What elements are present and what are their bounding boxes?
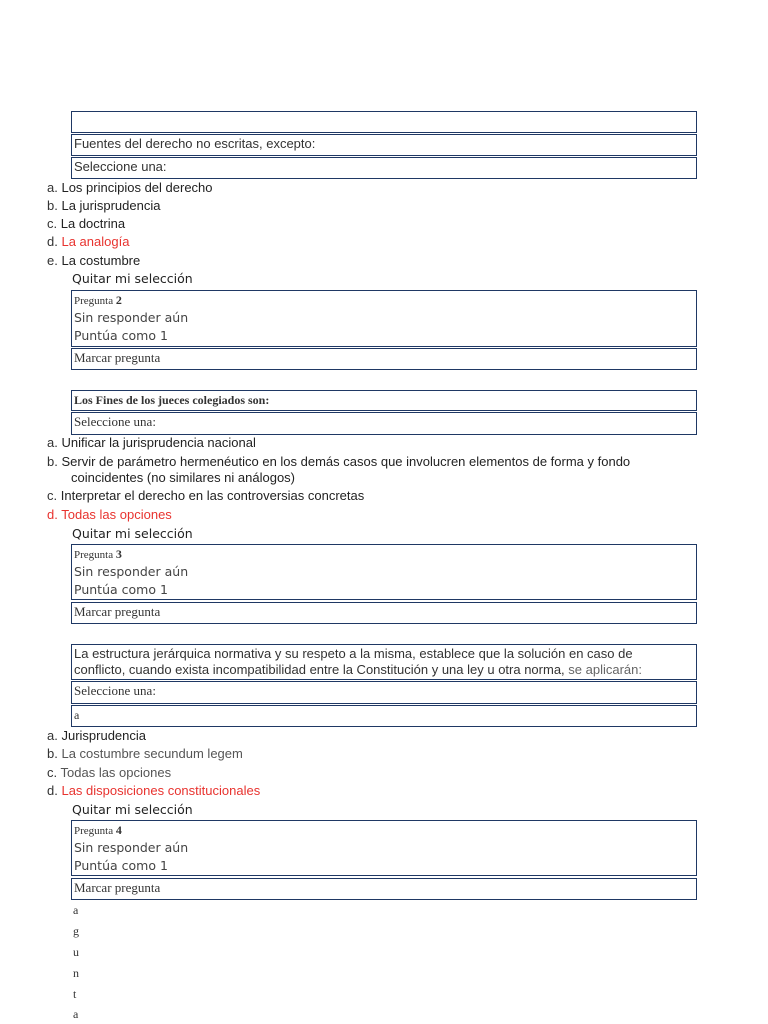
question-3-extra-box: a xyxy=(71,705,697,727)
question-2-header: Pregunta 2 xyxy=(74,293,122,307)
q2-option-b[interactable]: b. Servir de parámetro hermenéutico en los demás casos que involucren elementos de forma y fondo xyxy=(47,454,631,469)
vertical-letter: u xyxy=(73,945,79,959)
q3-option-d[interactable]: d. Las disposiciones constitucionales xyxy=(47,783,261,798)
question-2-score: Puntúa como 1 xyxy=(74,328,168,343)
q2-option-d[interactable]: d. Todas las opciones xyxy=(47,507,172,522)
question-3-status: Sin responder aún xyxy=(74,564,189,579)
q3-option-b[interactable]: b. La costumbre secundum legem xyxy=(47,746,243,761)
question-1-blank-box xyxy=(71,111,697,133)
question-3-select-prompt: Seleccione una: xyxy=(71,681,697,704)
question-1-select-prompt: Seleccione una: xyxy=(71,157,697,179)
question-4-score: Puntúa como 1 xyxy=(74,858,168,873)
q1-option-a[interactable]: a. Los principios del derecho xyxy=(47,180,213,195)
vertical-letter: n xyxy=(73,966,79,980)
q1-clear-selection-link[interactable]: Quitar mi selección xyxy=(72,271,193,286)
vertical-letter: a xyxy=(73,903,79,917)
question-3-text-line-1: La estructura jerárquica normativa y su respeto a la misma, establece que la solución en caso de xyxy=(74,646,633,661)
question-4-header: Pregunta 4 xyxy=(74,823,122,837)
question-2-select-prompt: Seleccione una: xyxy=(71,412,697,435)
vertical-letter: t xyxy=(73,987,77,1001)
q1-option-c[interactable]: c. La doctrina xyxy=(47,216,126,231)
q1-option-b[interactable]: b. La jurisprudencia xyxy=(47,198,161,213)
q3-option-c[interactable]: c. Todas las opciones xyxy=(47,765,172,780)
question-3-flag-button[interactable]: Marcar pregunta xyxy=(71,602,697,624)
question-4-info xyxy=(71,820,697,876)
question-3-score: Puntúa como 1 xyxy=(74,582,168,597)
q2-option-a[interactable]: a. Unificar la jurisprudencia nacional xyxy=(47,435,256,450)
question-1-text: Fuentes del derecho no escritas, excepto: xyxy=(71,134,697,156)
vertical-letter: g xyxy=(73,924,79,938)
question-4-status: Sin responder aún xyxy=(74,840,189,855)
question-3-header: Pregunta 3 xyxy=(74,547,122,561)
q1-option-d[interactable]: d. La analogía xyxy=(47,234,130,249)
q2-option-c[interactable]: c. Interpretar el derecho en las controversias concretas xyxy=(47,488,365,503)
question-2-text: Los Fines de los jueces colegiados son: xyxy=(71,390,697,411)
question-3-text-line-2: conflicto, cuando exista incompatibilidad entre la Constitución y una ley u otra norma, se aplicarán: xyxy=(74,662,643,677)
question-2-status: Sin responder aún xyxy=(74,310,189,325)
question-3-info xyxy=(71,544,697,600)
q3-clear-selection-link[interactable]: Quitar mi selección xyxy=(72,802,193,817)
question-4-flag-button[interactable]: Marcar pregunta xyxy=(71,878,697,900)
question-2-flag-button[interactable]: Marcar pregunta xyxy=(71,348,697,370)
q2-clear-selection-link[interactable]: Quitar mi selección xyxy=(72,526,193,541)
question-2-info xyxy=(71,290,697,347)
vertical-letter: a xyxy=(73,1007,79,1021)
q1-option-e[interactable]: e. La costumbre xyxy=(47,253,141,268)
question-3-text xyxy=(71,644,697,680)
q2-option-b-continued: coincidentes (no similares ni análogos) xyxy=(71,470,296,485)
q3-option-a[interactable]: a. Jurisprudencia xyxy=(47,728,147,743)
